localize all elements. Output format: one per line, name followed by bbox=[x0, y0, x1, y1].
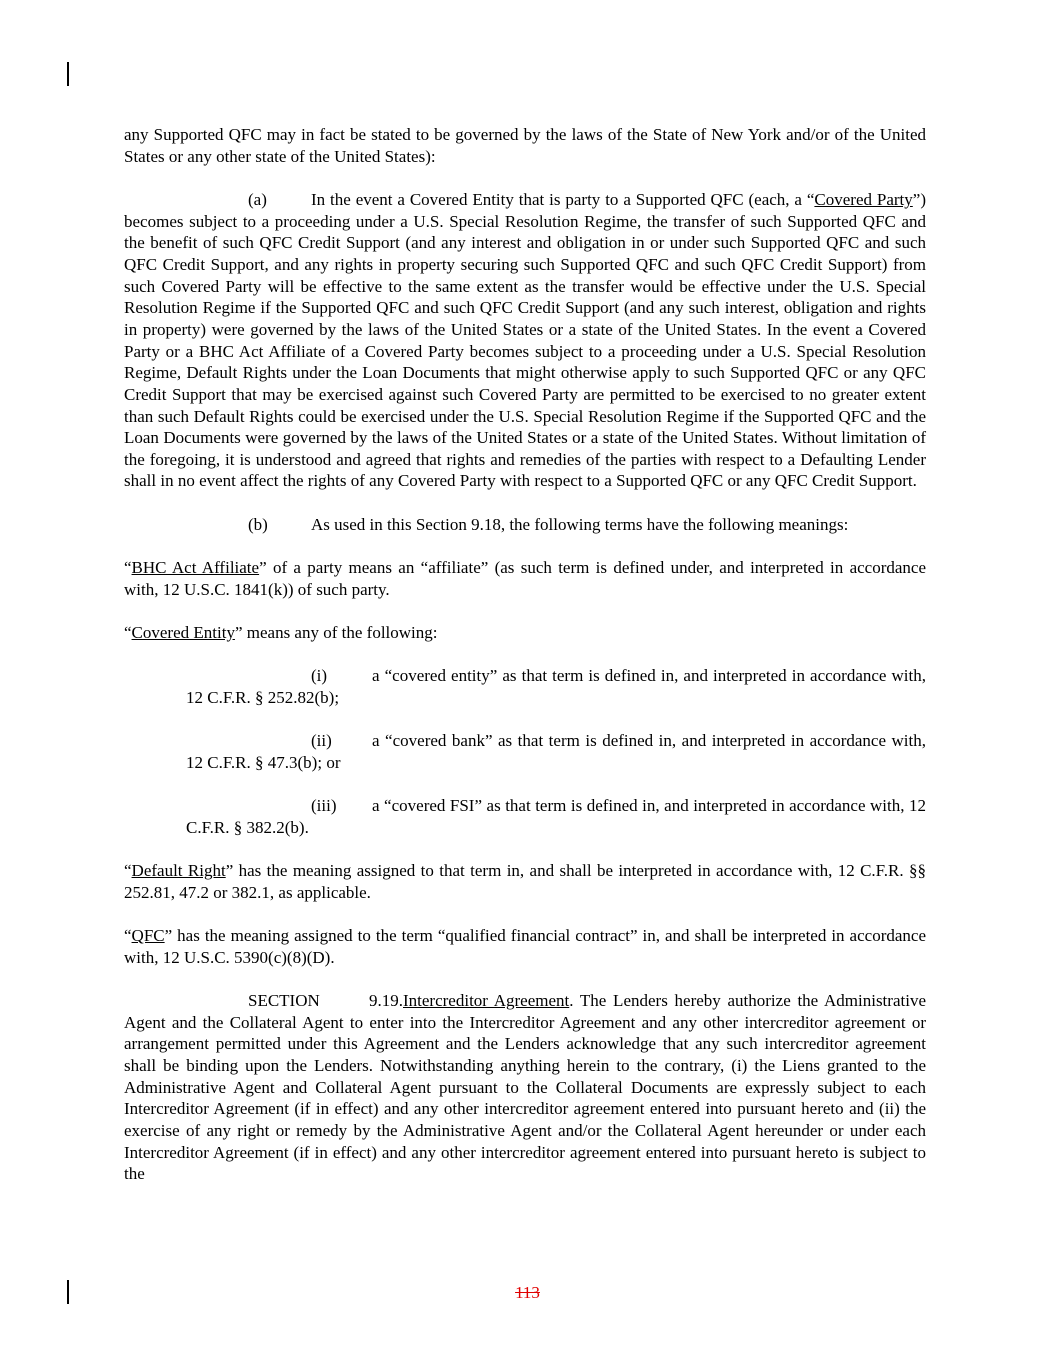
text: ” means any of the following: bbox=[234, 623, 438, 643]
text: ” has the meaning assigned to the term “qualified financial contract” in, and shall be interpreted in accordance with, 12 U.S.C. 5390(c)(8)(D). bbox=[124, 926, 926, 967]
clause-label: (iii) bbox=[311, 796, 337, 816]
text: a “covered FSI” as that term is defined in, and interpreted in accordance with, 12 C.F.R. § 382.2(b). bbox=[186, 796, 926, 837]
paragraph-a bbox=[124, 189, 926, 492]
paragraph-b bbox=[124, 514, 926, 536]
section-label: SECTION 9.19. bbox=[248, 991, 403, 1011]
quote: “ bbox=[124, 623, 132, 643]
definition-covered-entity bbox=[124, 622, 926, 644]
text: a “covered bank” as that term is defined in, and interpreted in accordance with, 12 C.F.R. § 47.3(b); or bbox=[186, 731, 926, 772]
covered-entity-item-i bbox=[124, 665, 926, 708]
definition-qfc bbox=[124, 925, 926, 968]
document-body bbox=[124, 124, 926, 1207]
page-number: 113 bbox=[515, 1283, 540, 1302]
text: As used in this Section 9.18, the following terms have the following meanings: bbox=[311, 514, 849, 534]
change-bar-top bbox=[67, 62, 69, 86]
definition-default-right bbox=[124, 860, 926, 903]
text: a “covered entity” as that term is defined in, and interpreted in accordance with, 12 C.F.R. § 252.82(b); bbox=[186, 666, 926, 707]
section-title: Intercreditor Agreement bbox=[403, 991, 570, 1011]
text: . The Lenders hereby authorize the Administrative Agent and the Collateral Agent to enter into the Intercreditor Agreement and any other intercreditor agreement or arrangement permitted under this Agreement and the Lenders acknowledge that any such intercreditor agreement shall be binding upon the Lenders. Notwithstanding anything herein to the contrary, (i) the Liens granted to the Administrative Agent and Collateral Agent pursuant to the Collateral Documents are expressly subject to each Intercreditor Agreement (if in effect) and any other intercreditor agreement entered into pursuant hereto and (ii) the exercise of any right or remedy by the Administrative Agent and/or the Collateral Agent hereunder or under each Intercreditor Agreement (if in effect) and any other intercreditor agreement entered into pursuant hereto is subject to the bbox=[124, 991, 926, 1184]
covered-entity-item-iii bbox=[124, 795, 926, 838]
text: ”) becomes subject to a proceeding under a U.S. Special Resolution Regime, the transfer of such Supported QFC and the benefit of such QFC Credit Support (and any interest and obligation in or under such Supported QFC and such QFC Credit Support, and any rights in property securing such Supported QFC and such QFC Credit Support) from such Covered Party will be effective to the same extent as the transfer would be effective under the U.S. Special Resolution Regime if the Supported QFC and such QFC Credit Support (and any such interest, obligation and rights in property) were governed by the laws of the United States or a state of the United States. In the event a Covered Party or a BHC Act Affiliate of a Covered Party becomes subject to a proceeding under a U.S. Special Resolution Regime, Default Rights under the Loan Documents that might otherwise apply to such Supported QFC or any QFC Credit Support that may be exercised against such Covered Party are permitted to be exercised to no greater extent than such Default Rights could be exercised under the U.S. Special Resolution Regime if the Supported QFC and the Loan Documents were governed by the laws of the United States or a state of the United States. Without limitation of the foregoing, it is understood and agreed that rights and remedies of the parties with respect to a Defaulting Lender shall in no event affect the rights of any Covered Party with respect to a Supported QFC or any QFC Credit Support. bbox=[124, 189, 926, 491]
text: ” of a party means an “affiliate” (as such term is defined under, and interpreted in accordance with, 12 U.S.C. 1841(k)) of such party. bbox=[124, 558, 926, 599]
quote: “ bbox=[124, 861, 132, 881]
covered-entity-item-ii bbox=[124, 730, 926, 773]
defined-term: Default Right bbox=[131, 861, 226, 881]
definition-bhc-act-affiliate bbox=[124, 557, 926, 600]
defined-term: QFC bbox=[131, 926, 165, 946]
defined-term: Covered Entity bbox=[131, 623, 235, 643]
clause-label: (i) bbox=[311, 666, 328, 686]
quote: “ bbox=[124, 926, 132, 946]
text: ” has the meaning assigned to that term in, and shall be interpreted in accordance with, 12 C.F.R. §§ 252.81, 47.2 or 382.1, as applicable. bbox=[124, 861, 926, 902]
clause-label: (a) bbox=[248, 189, 267, 209]
clause-label: (ii) bbox=[311, 731, 332, 751]
clause-label: (b) bbox=[248, 514, 268, 534]
defined-term: BHC Act Affiliate bbox=[131, 558, 260, 578]
defined-term: Covered Party bbox=[814, 189, 913, 209]
quote: “ bbox=[124, 558, 132, 578]
paragraph-intro: any Supported QFC may in fact be stated to be governed by the laws of the State of New York and/or of the United States or any other state of the United States): bbox=[124, 125, 926, 166]
text: In the event a Covered Entity that is party to a Supported QFC (each, a “ bbox=[311, 189, 815, 209]
section-9-19 bbox=[124, 990, 926, 1185]
